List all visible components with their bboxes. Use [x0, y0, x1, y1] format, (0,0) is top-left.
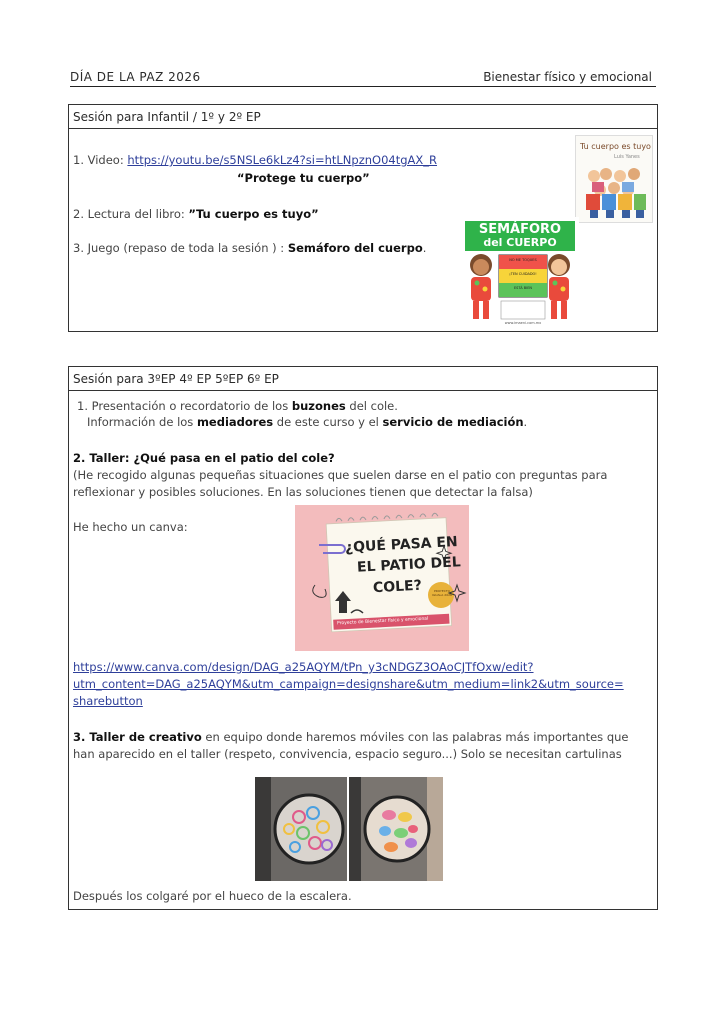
page-header [70, 70, 656, 87]
item-game-title: Semáforo del cuerpo [287, 241, 423, 255]
item-video-label: 1. Video: [73, 153, 128, 167]
mobile-photo-2-illustration [349, 777, 443, 881]
item-game-suffix: . [422, 241, 427, 255]
p1-text-h: . [523, 415, 528, 429]
p3-title: 3. Taller de creativo [73, 730, 202, 744]
item-game [73, 241, 426, 255]
p1-servicio: servicio de mediación [382, 415, 524, 429]
p3-line2: han aparecido en el taller (respeto, convivencia, espacio seguro...) Solo se necesitan cartulinas [73, 747, 622, 761]
canva-footer: Proyecto de Bienestar físico y emocional [336, 616, 429, 627]
canva-badge: PROYECTO IGUALA 2026 [432, 589, 452, 597]
p1-text-c: del cole. [345, 399, 398, 413]
mobile-photo-2 [349, 777, 443, 881]
item-video [73, 153, 437, 167]
section-infantil-title: Sesión para Infantil / 1º y 2º EP [69, 105, 657, 129]
canva-image [295, 505, 469, 651]
video-link[interactable]: https://youtu.be/s5NSLe6kLz4?si=htLNpznO04tgAX_R [127, 153, 438, 167]
book-cover-illustration [576, 136, 652, 222]
item-game-label: 3. Juego (repaso de toda la sesión ) : [73, 241, 288, 255]
p2-desc1: (He recogido algunas pequeñas situaciones que suelen darse en el patio con preguntas para [73, 468, 608, 482]
header-title: DÍA DE LA PAZ 2026 [70, 70, 201, 84]
p1-mediadores: mediadores [196, 415, 274, 429]
canva-link-3[interactable]: sharebutton [73, 694, 143, 708]
p2-desc2: reflexionar y posibles soluciones. En las soluciones tienen que detectar la falsa) [73, 485, 533, 499]
p1-text-d: Información de los [87, 415, 197, 429]
p1-buzones: buzones [291, 399, 346, 413]
canva-title-3: COLE? [372, 577, 423, 597]
p4-text: Después los colgaré por el hueco de la escalera. [73, 889, 352, 903]
p2-canva-label: He hecho un canva: [73, 520, 188, 534]
canva-title-2: EL PATIO DEL [356, 554, 462, 576]
semaforo-row-1: NO ME TOQUES [509, 258, 537, 262]
p1-line1 [77, 399, 398, 413]
p2-title [73, 451, 335, 465]
book-cover-image [575, 135, 653, 223]
p1-text-a: 1. Presentación o recordatorio de los [77, 399, 292, 413]
semaforo-row-3: ESTÁ BIEN [513, 286, 533, 290]
section-primaria-title: Sesión para 3ºEP 4º EP 5ºEP 6º EP [69, 367, 657, 391]
canva-link-2[interactable]: utm_content=DAG_a25AQYM&utm_campaign=designshare&utm_medium=link2&utm_source= [73, 677, 624, 691]
item-book-label: 2. Lectura del libro: [73, 207, 189, 221]
p1-text-f: de este curso y el [273, 415, 383, 429]
p3-text-b: en equipo donde haremos móviles con las palabras más importantes que [201, 730, 629, 744]
header-subtitle: Bienestar físico y emocional [483, 70, 652, 84]
semaforo-row-2: ¡TEN CUIDADO! [509, 272, 537, 276]
mobile-photo-1-illustration [255, 777, 347, 881]
p3-line1 [73, 730, 629, 744]
canva-link-1[interactable]: https://www.canva.com/design/DAG_a25AQYM/tPn_y3cNDGZ3OAoCJTfOxw/edit? [73, 660, 534, 674]
book-cover-title: Tu cuerpo es tuyo [580, 142, 651, 151]
canva-illustration [295, 505, 469, 651]
p1-line2 [87, 415, 527, 429]
video-caption [237, 171, 370, 185]
item-book-title: ”Tu cuerpo es tuyo” [188, 207, 319, 221]
semaforo-title-1: SEMÁFORO [478, 222, 562, 237]
video-caption-text: “Protege tu cuerpo” [237, 171, 370, 185]
book-cover-author: Luis Yanes [614, 154, 640, 160]
semaforo-image [461, 217, 579, 329]
section-primaria [68, 366, 658, 910]
item-book [73, 207, 319, 221]
canva-title-1: ¿QUÉ PASA EN [344, 534, 459, 556]
semaforo-title-2: del CUERPO [483, 236, 557, 249]
p2-title-text: 2. Taller: ¿Qué pasa en el patio del cole? [73, 451, 335, 465]
semaforo-site: www.imaeni.com.mx [504, 321, 542, 325]
section-infantil [68, 104, 658, 332]
mobile-photo-1 [255, 777, 347, 881]
